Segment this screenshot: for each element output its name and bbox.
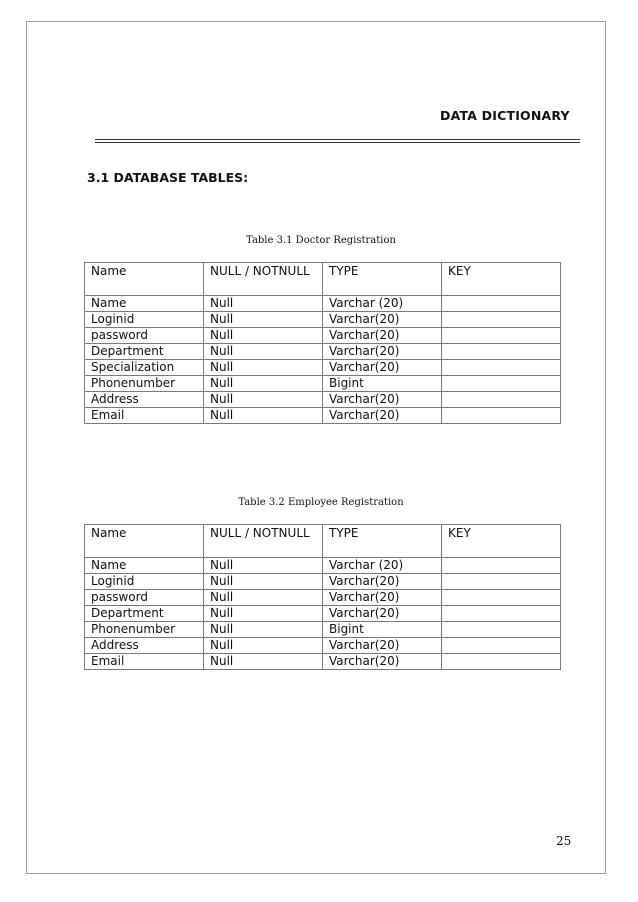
table-cell xyxy=(442,392,561,408)
table-cell xyxy=(442,296,561,312)
column-header: TYPE xyxy=(323,263,442,296)
table-row xyxy=(85,590,561,606)
column-header: KEY xyxy=(442,525,561,558)
table-cell: Varchar(20) xyxy=(323,344,442,360)
table-cell: Null xyxy=(204,360,323,376)
table-cell: Varchar (20) xyxy=(323,296,442,312)
table-cell: Email xyxy=(85,408,204,424)
table-header-row xyxy=(85,263,561,296)
table-cell: password xyxy=(85,328,204,344)
table-caption-employee: Table 3.2 Employee Registration xyxy=(238,497,404,508)
table-cell xyxy=(442,638,561,654)
header-rule-bottom xyxy=(95,142,580,143)
table-cell: Department xyxy=(85,606,204,622)
table-cell: Address xyxy=(85,392,204,408)
table-row xyxy=(85,606,561,622)
section-heading: 3.1 DATABASE TABLES: xyxy=(87,170,249,185)
table-row xyxy=(85,638,561,654)
table-cell: Varchar(20) xyxy=(323,328,442,344)
table-cell: Null xyxy=(204,392,323,408)
column-header: KEY xyxy=(442,263,561,296)
table-cell xyxy=(442,622,561,638)
table-cell: Varchar(20) xyxy=(323,312,442,328)
table-cell xyxy=(442,312,561,328)
table-cell xyxy=(442,574,561,590)
table-cell: password xyxy=(85,590,204,606)
table-cell: Bigint xyxy=(323,622,442,638)
table-cell xyxy=(442,344,561,360)
table-row xyxy=(85,558,561,574)
column-header: Name xyxy=(85,525,204,558)
table-cell: Null xyxy=(204,312,323,328)
table-cell xyxy=(442,558,561,574)
table-row xyxy=(85,376,561,392)
table-row xyxy=(85,296,561,312)
page-number: 25 xyxy=(556,834,572,848)
table-cell xyxy=(442,328,561,344)
table-cell: Null xyxy=(204,558,323,574)
column-header: NULL / NOTNULL xyxy=(204,525,323,558)
table-cell: Name xyxy=(85,296,204,312)
table-cell: Null xyxy=(204,408,323,424)
table-cell: Null xyxy=(204,606,323,622)
table-cell: Varchar(20) xyxy=(323,654,442,670)
table-cell: Null xyxy=(204,638,323,654)
table-row xyxy=(85,654,561,670)
table-cell: Phonenumber xyxy=(85,376,204,392)
table-row xyxy=(85,392,561,408)
table-row xyxy=(85,344,561,360)
table-cell: Varchar(20) xyxy=(323,392,442,408)
table-cell: Email xyxy=(85,654,204,670)
table-cell: Null xyxy=(204,344,323,360)
employee-registration-table xyxy=(84,524,561,670)
table-cell: Null xyxy=(204,376,323,392)
table-cell: Varchar(20) xyxy=(323,638,442,654)
table-cell xyxy=(442,360,561,376)
table-cell: Varchar(20) xyxy=(323,408,442,424)
table-row xyxy=(85,360,561,376)
table-row xyxy=(85,574,561,590)
table-cell: Loginid xyxy=(85,574,204,590)
table-cell: Department xyxy=(85,344,204,360)
table-cell: Address xyxy=(85,638,204,654)
table-cell xyxy=(442,654,561,670)
header-title: DATA DICTIONARY xyxy=(440,108,570,123)
table-cell xyxy=(442,376,561,392)
table-cell: Varchar(20) xyxy=(323,574,442,590)
column-header: NULL / NOTNULL xyxy=(204,263,323,296)
table-caption-doctor: Table 3.1 Doctor Registration xyxy=(246,235,396,246)
table-cell: Phonenumber xyxy=(85,622,204,638)
table-cell: Null xyxy=(204,574,323,590)
table-cell: Null xyxy=(204,296,323,312)
column-header: TYPE xyxy=(323,525,442,558)
table-cell: Null xyxy=(204,654,323,670)
table-cell: Specialization xyxy=(85,360,204,376)
table-cell: Loginid xyxy=(85,312,204,328)
table-row xyxy=(85,328,561,344)
column-header: Name xyxy=(85,263,204,296)
table-row xyxy=(85,312,561,328)
doctor-registration-table xyxy=(84,262,561,424)
page-border xyxy=(26,21,606,874)
table-cell: Bigint xyxy=(323,376,442,392)
table-cell: Varchar(20) xyxy=(323,606,442,622)
table-cell xyxy=(442,590,561,606)
table-cell: Varchar (20) xyxy=(323,558,442,574)
table-cell xyxy=(442,606,561,622)
table-cell: Varchar(20) xyxy=(323,360,442,376)
table-cell: Name xyxy=(85,558,204,574)
table-cell: Null xyxy=(204,590,323,606)
table-header-row xyxy=(85,525,561,558)
table-cell: Null xyxy=(204,328,323,344)
table-row xyxy=(85,622,561,638)
table-cell: Null xyxy=(204,622,323,638)
header-rule-top xyxy=(95,139,580,140)
table-row xyxy=(85,408,561,424)
table-cell: Varchar(20) xyxy=(323,590,442,606)
table-cell xyxy=(442,408,561,424)
